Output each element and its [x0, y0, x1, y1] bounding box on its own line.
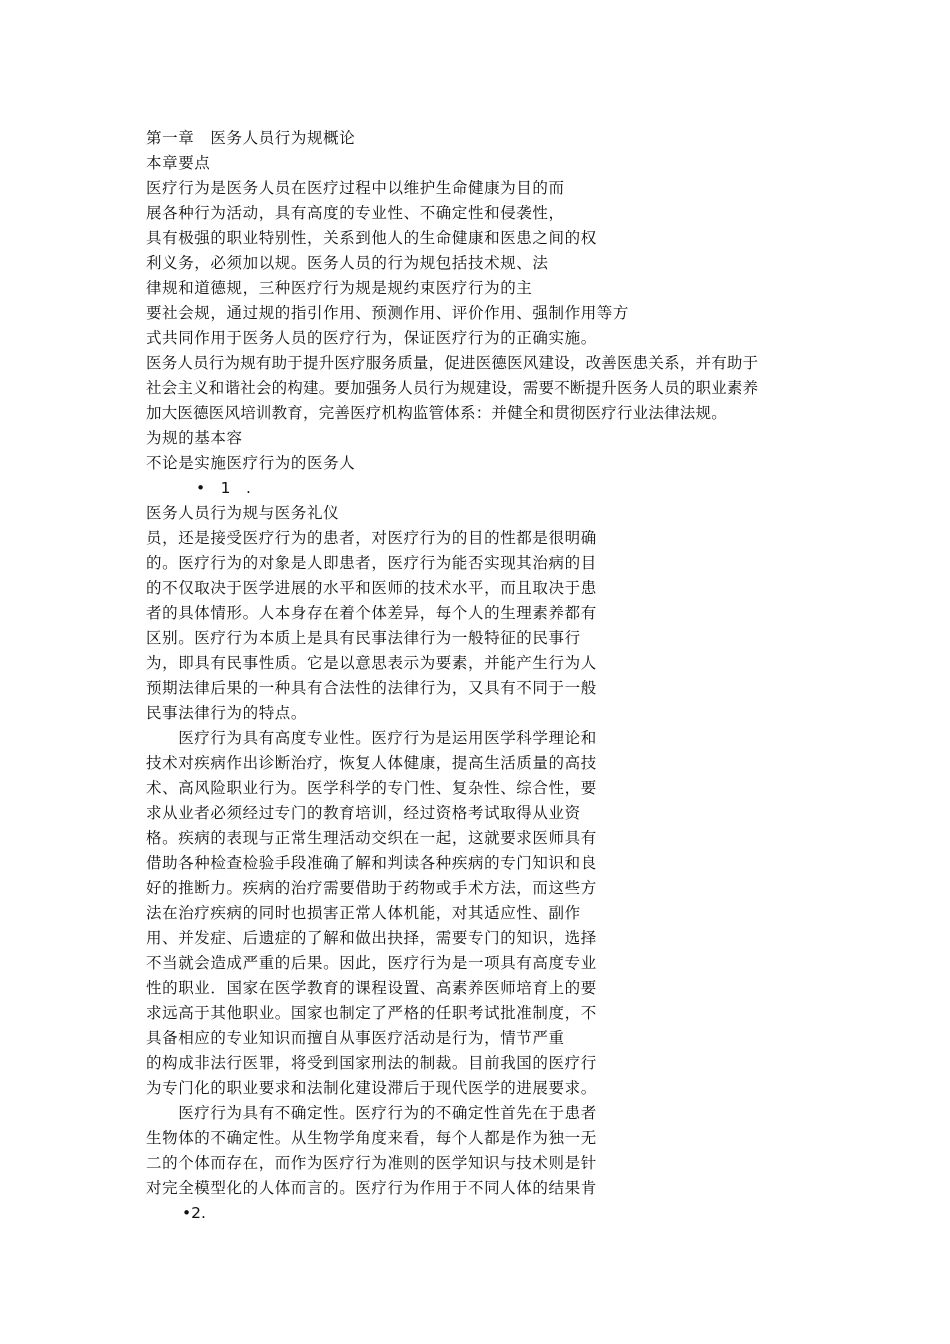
text-line: 求从业者必须经过专门的教育培训，经过资格考试取得从业资: [146, 804, 581, 822]
text-line: 技术对疾病作出诊断治疗，恢复人体健康，提高生活质量的高技: [146, 754, 597, 772]
text-line: 利义务，必须加以规。医务人员的行为规包括技术规、法: [146, 254, 549, 272]
text-line: 为，即具有民事性质。它是以意思表示为要素，并能产生行为人: [146, 654, 597, 672]
text-line: 术、高风险职业行为。医学科学的专门性、复杂性、综合性，要: [146, 779, 597, 797]
text-line: 对完全模型化的人体而言的。医疗行为作用于不同人体的结果肯: [146, 1179, 597, 1197]
text-line: 求远高于其他职业。国家也制定了严格的任职考试批准制度，不: [146, 1004, 597, 1022]
text-line: 的。医疗行为的对象是人即患者，医疗行为能否实现其治病的目: [146, 554, 597, 572]
page-number: •2.: [182, 1204, 206, 1222]
running-header: 医务人员行为规与医务礼仪: [146, 504, 340, 522]
text-line: 具有极强的职业特别性，关系到他人的生命健康和医患之间的权: [146, 229, 597, 247]
text-line: 不论是实施医疗行为的医务人: [146, 454, 356, 472]
text-line: 格。疾病的表现与正常生理活动交织在一起，这就要求医师具有: [146, 829, 597, 847]
text-line: 二的个体而存在，而作为医疗行为准则的医学知识与技术则是针: [146, 1154, 597, 1172]
text-line: 社会主义和谐社会的构建。要加强务人员行为规建设，需要不断提升医务人员的职业素养: [146, 379, 759, 397]
text-line: 展各种行为活动，具有高度的专业性、不确定性和侵袭性，: [146, 204, 565, 222]
text-line: 律规和道德规，三种医疗行为规是规约束医疗行为的主: [146, 279, 533, 297]
text-line: 式共同作用于医务人员的医疗行为，保证医疗行为的正确实施。: [146, 329, 597, 347]
text-line: 加大医德医风培训教育，完善医疗机构监管体系：并健全和贯彻医疗行业法律法规。: [146, 404, 727, 422]
text-line: 不当就会造成严重的后果。因此，医疗行为是一项具有高度专业: [146, 954, 597, 972]
text-line: 法在治疗疾病的同时也损害正常人体机能，对其适应性、副作: [146, 904, 581, 922]
text-line: 预期法律后果的一种具有合法性的法律行为，又具有不同于一般: [146, 679, 597, 697]
section-heading: 为规的基本容: [146, 429, 243, 447]
text-line: 民事法律行为的特点。: [146, 704, 308, 722]
text-line: 区别。医疗行为本质上是具有民事法律行为一般特征的民事行: [146, 629, 581, 647]
text-line: 好的推断力。疾病的治疗需要借助于药物或手术方法，而这些方: [146, 879, 597, 897]
text-line: 借助各种检查检验手段准确了解和判读各种疾病的专门知识和良: [146, 854, 597, 872]
text-line: 性的职业．国家在医学教育的课程设置、高素养医师培育上的要: [146, 979, 597, 997]
chapter-title: 第一章 医务人员行为规概论: [146, 129, 356, 147]
text-line: 的不仅取决于医学进展的水平和医师的技术水平，而且取决于患: [146, 579, 597, 597]
text-line: 为专门化的职业要求和法制化建设滞后于现代医学的进展要求。: [146, 1079, 597, 1097]
section-heading: 本章要点: [146, 154, 211, 172]
text-line: 员，还是接受医疗行为的患者，对医疗行为的目的性都是很明确: [146, 529, 597, 547]
text-line: 医疗行为是医务人员在医疗过程中以维护生命健康为目的而: [146, 179, 565, 197]
page-marker: • 1 .: [196, 479, 251, 497]
text-line: 的构成非法行医罪，将受到国家刑法的制裁。目前我国的医疗行: [146, 1054, 597, 1072]
text-line: 医务人员行为规有助于提升医疗服务质量，促进医德医风建设，改善医患关系，并有助于: [146, 354, 759, 372]
text-line: 医疗行为具有不确定性。医疗行为的不确定性首先在于患者: [146, 1104, 597, 1122]
text-line: 医疗行为具有高度专业性。医疗行为是运用医学科学理论和: [146, 729, 597, 747]
text-line: 用、并发症、后遗症的了解和做出抉择，需要专门的知识，选择: [146, 929, 597, 947]
text-line: 者的具体情形。人本身存在着个体差异，每个人的生理素养都有: [146, 604, 597, 622]
text-line: 要社会规，通过规的指引作用、预测作用、评价作用、强制作用等方: [146, 304, 630, 322]
text-line: 生物体的不确定性。从生物学角度来看，每个人都是作为独一无: [146, 1129, 597, 1147]
text-line: 具备相应的专业知识而擅自从事医疗活动是行为，情节严重: [146, 1029, 565, 1047]
